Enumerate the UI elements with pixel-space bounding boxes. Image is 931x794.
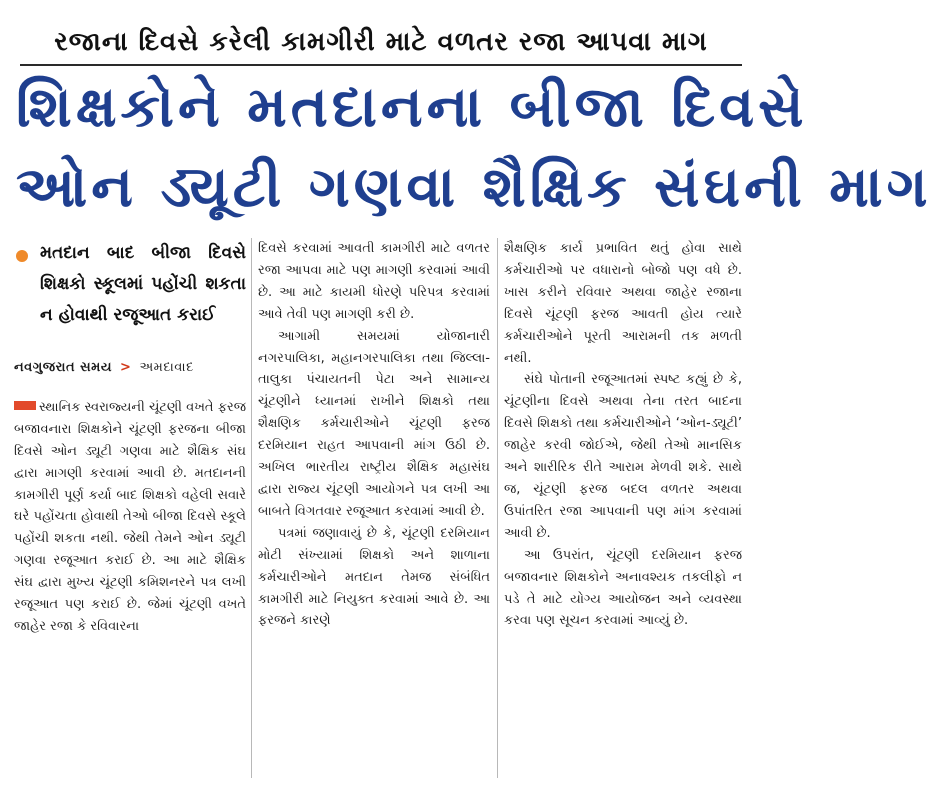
- byline-separator: >: [120, 360, 132, 375]
- headline: [16, 68, 931, 228]
- column-3: [504, 238, 742, 632]
- body-paragraph: આ ઉપરાંત, ચૂંટણી દરમિયાન ફરજ બજાવનાર શિક્ષકોને અનાવશ્યક તકલીફો ન પડે તે માટે યોગ્ય આયોજન અને વ્યવસ્થા કરવા પણ સૂચન કરવામાં આવ્યું છે.: [504, 547, 742, 629]
- column-2: [258, 238, 490, 632]
- highlight-text: મતદાન બાદ બીજા દિવસે શિક્ષકો સ્કૂલમાં પહોંચી શકતા ન હોવાથી રજૂઆત કરાઈ: [40, 243, 246, 325]
- kicker-strap: રજાના દિવસે કરેલી કામગીરી માટે વળતર રજા આપવા માગ: [20, 20, 742, 66]
- bullet-dot-icon: [16, 250, 28, 262]
- body-paragraph: સ્થાનિક સ્વરાજ્યની ચૂંટણી વખતે ફરજ બજાવનારા શિક્ષકોને ચૂંટણી ફરજના બીજા દિવસે ઓન ડ્યૂટી ગણવા માટે શૈક્ષિક સંઘ દ્વારા માગણી કરવામાં આવી છે. મતદાનની કામગીરી પૂર્ણ કર્યા બાદ શિક્ષકો વહેલી સવારે ઘરે પહોંચતા હોવાથી તેઓ બીજા દિવસે સ્કૂલે પહોંચી શકતા નથી. જેથી તેમને ઓન ડ્યૂટી ગણવા રજૂઆત કરાઈ છે. આ માટે શૈક્ષિક સંઘ દ્વારા મુખ્ય ચૂંટણી કમિશનરને પત્ર લખી રજૂઆત પણ કરાઈ છે. જેમાં ચૂંટણી વખતે જાહેર રજા કે રવિવારના: [14, 399, 246, 634]
- body-paragraph: આગામી સમયમાં યોજાનારી નગરપાલિકા, મહાનગરપાલિકા તથા જિલ્લા-તાલુકા પંચાયતની પેટા અને સામાન્ય ચૂંટણીને ધ્યાનમાં રાખીને શિક્ષકો તથા શૈક્ષણિક કર્મચારીઓને ચૂંટણી ફરજ દરમિયાન રાહત આપવાની માંગ ઉઠી છે. અખિલ ભારતીય રાષ્ટ્રીય શૈક્ષિક મહાસંઘ દ્વારા રાજ્ય ચૂંટણી આયોગને પત્ર લખી આ બાબતે વિગતવાર રજૂઆત કરવામાં આવી છે.: [258, 328, 490, 519]
- highlight-box: [14, 238, 246, 331]
- byline: [14, 357, 246, 379]
- column-divider: [497, 238, 498, 778]
- body-paragraph: શૈક્ષણિક કાર્ય પ્રભાવિત થતું હોવા સાથે કર્મચારીઓ પર વધારાનો બોજો પણ વધે છે. ખાસ કરીને રવિવાર અથવા જાહેર રજાના દિવસે ચૂંટણી ફરજ આવતી હોય ત્યારે કર્મચારીઓને પૂરતી આરામની તક મળતી નથી.: [504, 241, 742, 366]
- headline-line-1: શિક્ષકોને મતદાનના બીજા દિવસે: [16, 75, 808, 140]
- headline-line-2: ઓન ડ્યૂટી ગણવા શૈક્ષિક સંઘની માગ: [16, 155, 931, 220]
- body-paragraph: દિવસે કરવામાં આવતી કામગીરી માટે વળતર રજા આપવા માટે પણ માગણી કરવામાં આવી છે. આ માટે કાયમી ધોરણે પરિપત્ર કરવામાં આવે તેવી પણ માગણી કરી છે.: [258, 241, 490, 322]
- story-start-marker: [14, 401, 36, 410]
- body-paragraph: પત્રમાં જણાવાયું છે કે, ચૂંટણી દરમિયાન મોટી સંખ્યામાં શિક્ષકો અને શાળાના કર્મચારીઓને મતદાન તેમજ સંબંધિત કામગીરી માટે નિયુક્ત કરવામાં આવે છે. આ ફરજને કારણે: [258, 525, 490, 629]
- column-1: [14, 238, 246, 638]
- byline-source: નવગુજરાત સમય: [14, 360, 112, 375]
- byline-city: અમદાવાદ: [139, 360, 194, 375]
- body-paragraph: સંઘે પોતાની રજૂઆતમાં સ્પષ્ટ કહ્યું છે કે, ચૂંટણીના દિવસે અથવા તેના તરત બાદના દિવસે શિક્ષકો તથા કર્મચારીઓને ‘ઓન-ડ્યૂટી’ જાહેર કરવી જોઈએ, જેથી તેઓ માનસિક અને શારીરિક રીતે આરામ મેળવી શકે. સાથે જ, ચૂંટણી ફરજ બદલ વળતર અથવા ઉપાંતરિત રજા આપવાની પણ માંગ કરવામાં આવી છે.: [504, 372, 742, 541]
- column-divider: [251, 238, 252, 778]
